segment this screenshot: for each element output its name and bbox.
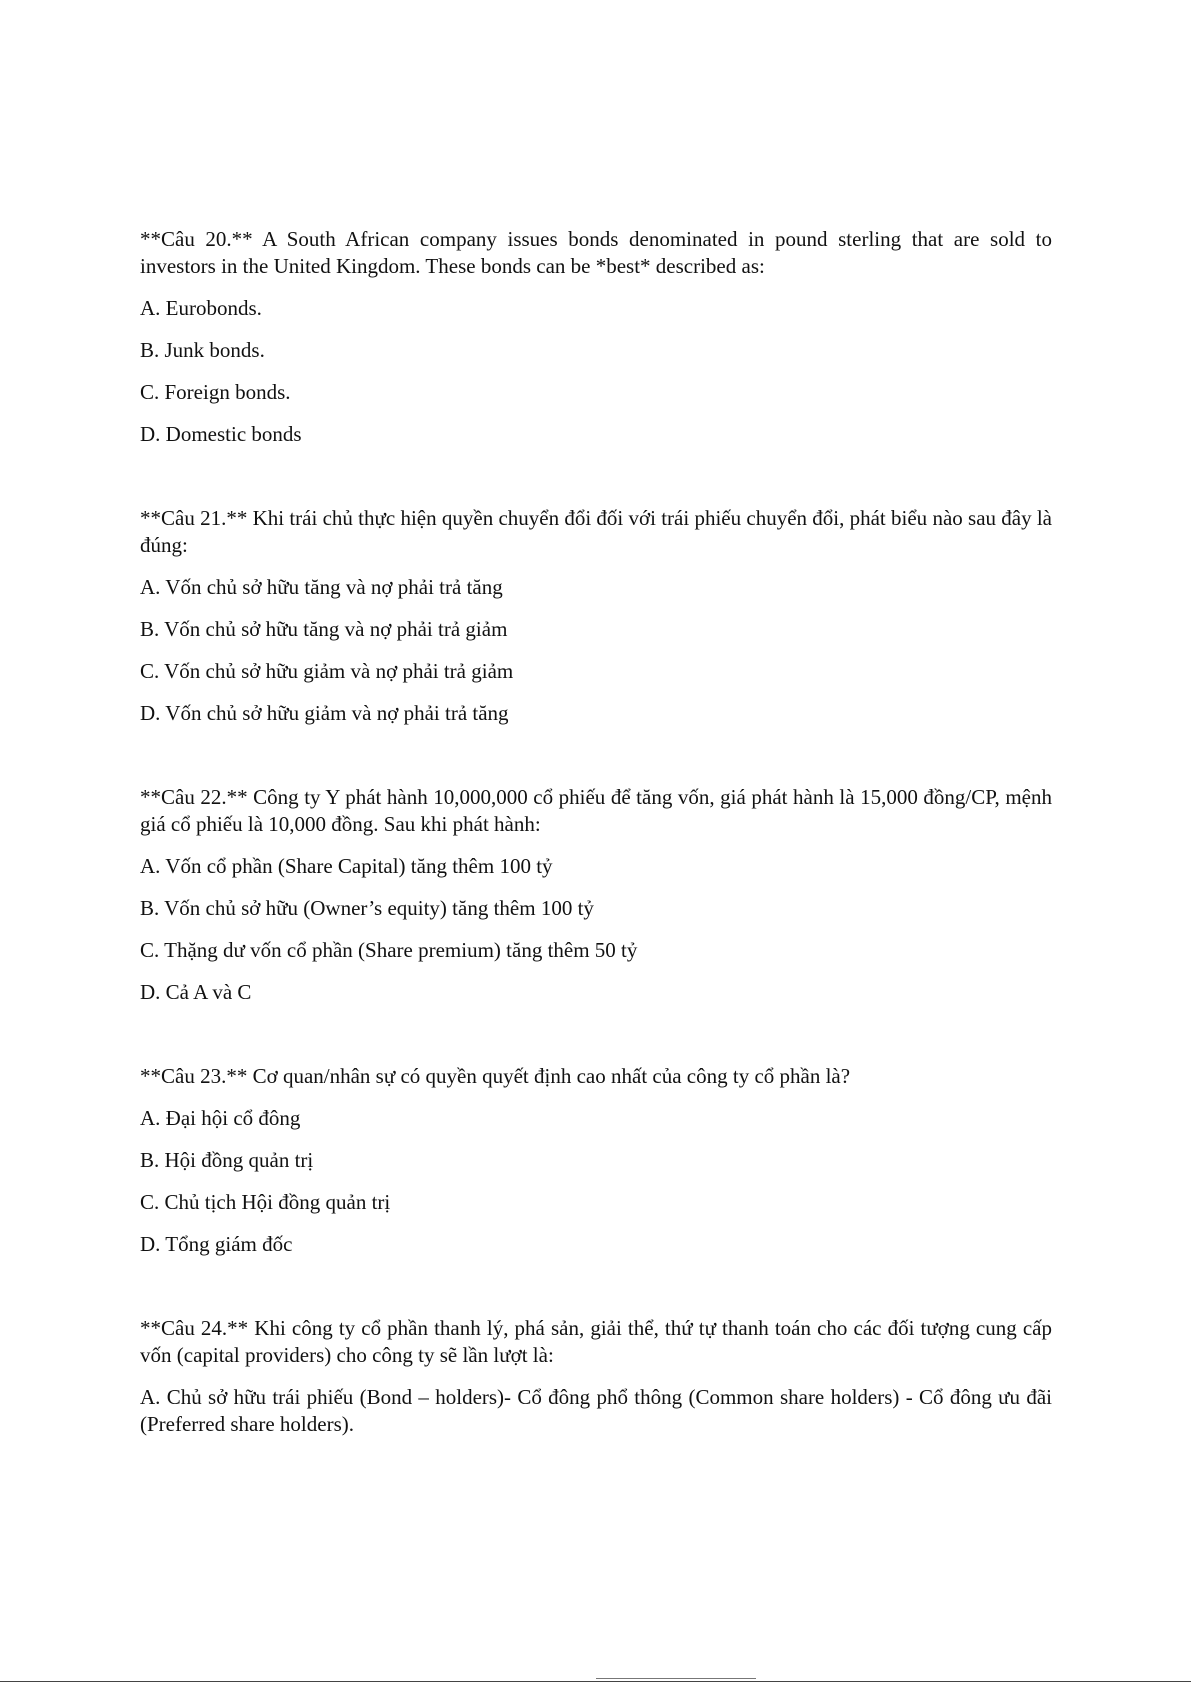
answer-option-c: C. Foreign bonds. [140, 380, 291, 404]
question-22 [140, 784, 1052, 1006]
answer-option-b: B. Vốn chủ sở hữu (Owner’s equity) tăng thêm 100 tỷ [140, 896, 594, 920]
document-page [140, 226, 1052, 1495]
answer-option-b: B. Junk bonds. [140, 338, 265, 362]
question-stem: **Câu 20.** A South African company issues bonds denominated in pound sterling that are sold to investors in the United Kingdom. These bonds can be *best* described as: [140, 227, 1052, 278]
answer-option-d: D. Cả A và C [140, 980, 252, 1004]
question-stem: **Câu 24.** Khi công ty cổ phần thanh lý, phá sản, giải thể, thứ tự thanh toán cho các đối tượng cung cấp vốn (capital providers) cho công ty sẽ lần lượt là: [140, 1316, 1052, 1367]
answer-option-d: D. Domestic bonds [140, 422, 302, 446]
question-stem: **Câu 23.** Cơ quan/nhân sự có quyền quyết định cao nhất của công ty cổ phần là? [140, 1064, 851, 1088]
answer-option-b: B. Hội đồng quản trị [140, 1148, 314, 1172]
answer-option-a: A. Đại hội cổ đông [140, 1106, 301, 1130]
page-bottom-divider [0, 1681, 1191, 1682]
answer-option-a: A. Chủ sở hữu trái phiếu (Bond – holders)- Cổ đông phổ thông (Common share holders) - Cổ đông ưu đãi (Preferred share holders). [140, 1385, 1052, 1436]
answer-option-d: D. Vốn chủ sở hữu giảm và nợ phải trả tăng [140, 701, 509, 725]
question-20 [140, 226, 1052, 448]
answer-option-b: B. Vốn chủ sở hữu tăng và nợ phải trả giảm [140, 617, 508, 641]
answer-option-c: C. Thặng dư vốn cổ phần (Share premium) tăng thêm 50 tỷ [140, 938, 638, 962]
answer-option-c: C. Chủ tịch Hội đồng quản trị [140, 1190, 391, 1214]
answer-option-a: A. Vốn chủ sở hữu tăng và nợ phải trả tăng [140, 575, 503, 599]
question-stem: **Câu 22.** Công ty Y phát hành 10,000,000 cổ phiếu để tăng vốn, giá phát hành là 15,000 đồng/CP, mệnh giá cổ phiếu là 10,000 đồng. Sau khi phát hành: [140, 785, 1052, 836]
answer-option-a: A. Eurobonds. [140, 296, 262, 320]
question-21 [140, 505, 1052, 727]
answer-option-a: A. Vốn cổ phần (Share Capital) tăng thêm 100 tỷ [140, 854, 553, 878]
answer-option-c: C. Vốn chủ sở hữu giảm và nợ phải trả giảm [140, 659, 514, 683]
answer-option-d: D. Tổng giám đốc [140, 1232, 293, 1256]
question-23 [140, 1063, 1052, 1258]
question-stem: **Câu 21.** Khi trái chủ thực hiện quyền chuyển đổi đối với trái phiếu chuyển đổi, phát biểu nào sau đây là đúng: [140, 506, 1052, 557]
question-24 [140, 1315, 1052, 1438]
page-bottom-divider-mark [596, 1678, 756, 1679]
